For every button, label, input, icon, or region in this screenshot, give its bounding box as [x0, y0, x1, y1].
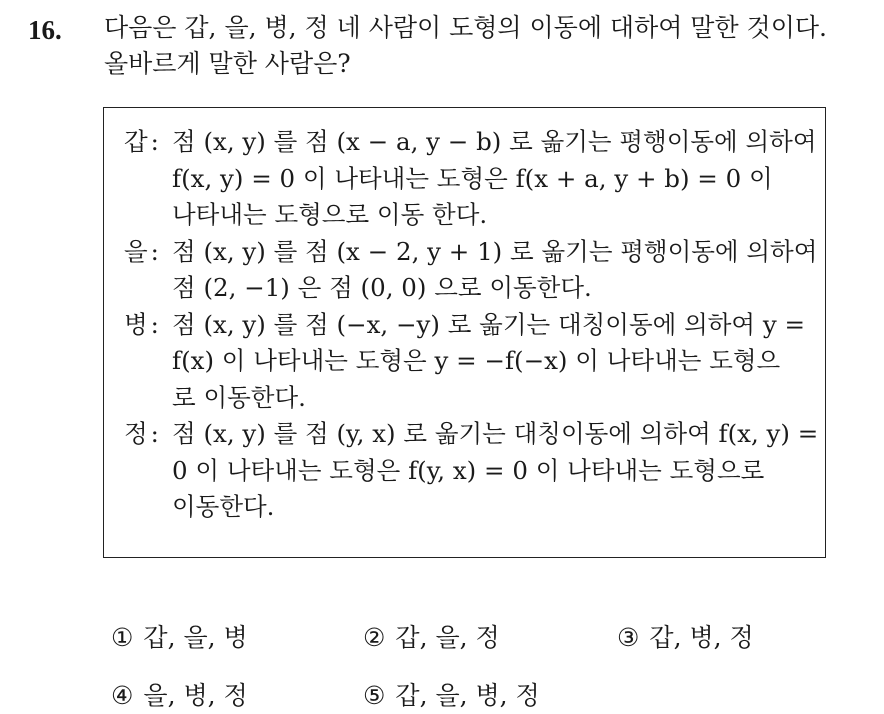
- statement-eul: [124, 234, 818, 307]
- statement-box: [103, 107, 826, 558]
- question-stem-line: 올바르게 말한 사람은?: [104, 49, 351, 78]
- choice-text: 갑, 을, 정: [395, 623, 500, 652]
- speaker-label: 병 :: [124, 309, 159, 339]
- speaker-label: 갑 :: [124, 127, 159, 156]
- question-stem: [104, 10, 874, 82]
- choice-3[interactable]: [617, 620, 754, 656]
- statement-gap: [124, 124, 817, 234]
- question-number: 16.: [28, 15, 62, 45]
- choice-text: 을, 병, 정: [143, 681, 248, 710]
- speaker-label: 정 :: [124, 419, 159, 448]
- choice-text: 갑, 을, 병, 정: [395, 681, 540, 710]
- speaker-label: 을 :: [124, 236, 159, 266]
- choice-number: ④: [111, 681, 134, 710]
- choice-4[interactable]: [111, 678, 248, 714]
- statement-line: 나타내는 도형으로 이동 한다.: [172, 200, 488, 229]
- statement-line: 점 (x, y) 를 점 (x − 2, y + 1) 로 옮기는 평행이동에 의하여: [172, 236, 818, 266]
- choice-text: 갑, 을, 병: [143, 623, 248, 652]
- choice-number: ②: [363, 623, 386, 652]
- choice-2[interactable]: [363, 620, 500, 656]
- statement-line: f(x, y) = 0 이 나타내는 도형은 f(x + a, y + b) = 0 이: [172, 163, 773, 193]
- statement-jeong: [124, 416, 819, 526]
- choice-number: ⑤: [363, 681, 386, 710]
- choice-number: ③: [617, 623, 640, 652]
- statement-line: f(x) 이 나타내는 도형은 y = −f(−x) 이 나타내는 도형으: [172, 346, 781, 375]
- choice-5[interactable]: [363, 678, 540, 714]
- choice-1[interactable]: [111, 620, 248, 656]
- choice-text: 갑, 병, 정: [649, 623, 754, 652]
- statement-list: [124, 124, 819, 526]
- choice-number: ①: [111, 623, 134, 652]
- statement-line: 로 이동한다.: [172, 382, 306, 412]
- statement-line: 0 이 나타내는 도형은 f(y, x) = 0 이 나타내는 도형으로: [172, 455, 765, 485]
- statement-line: 점 (x, y) 를 점 (−x, −y) 로 옮기는 대칭이동에 의하여 y =: [172, 309, 806, 339]
- statement-line: 점 (x, y) 를 점 (y, x) 로 옮기는 대칭이동에 의하여 f(x, y) =: [172, 419, 819, 448]
- statement-line: 점 (x, y) 를 점 (x − a, y − b) 로 옮기는 평행이동에 의하여: [172, 127, 817, 156]
- question-stem-line: 다음은 갑, 을, 병, 정 네 사람이 도형의 이동에 대하여 말한 것이다.: [104, 13, 827, 42]
- statement-byeong: [124, 307, 814, 417]
- statement-line: 점 (2, −1) 은 점 (0, 0) 으로 이동한다.: [172, 273, 592, 302]
- statement-line: 이동한다.: [172, 492, 275, 521]
